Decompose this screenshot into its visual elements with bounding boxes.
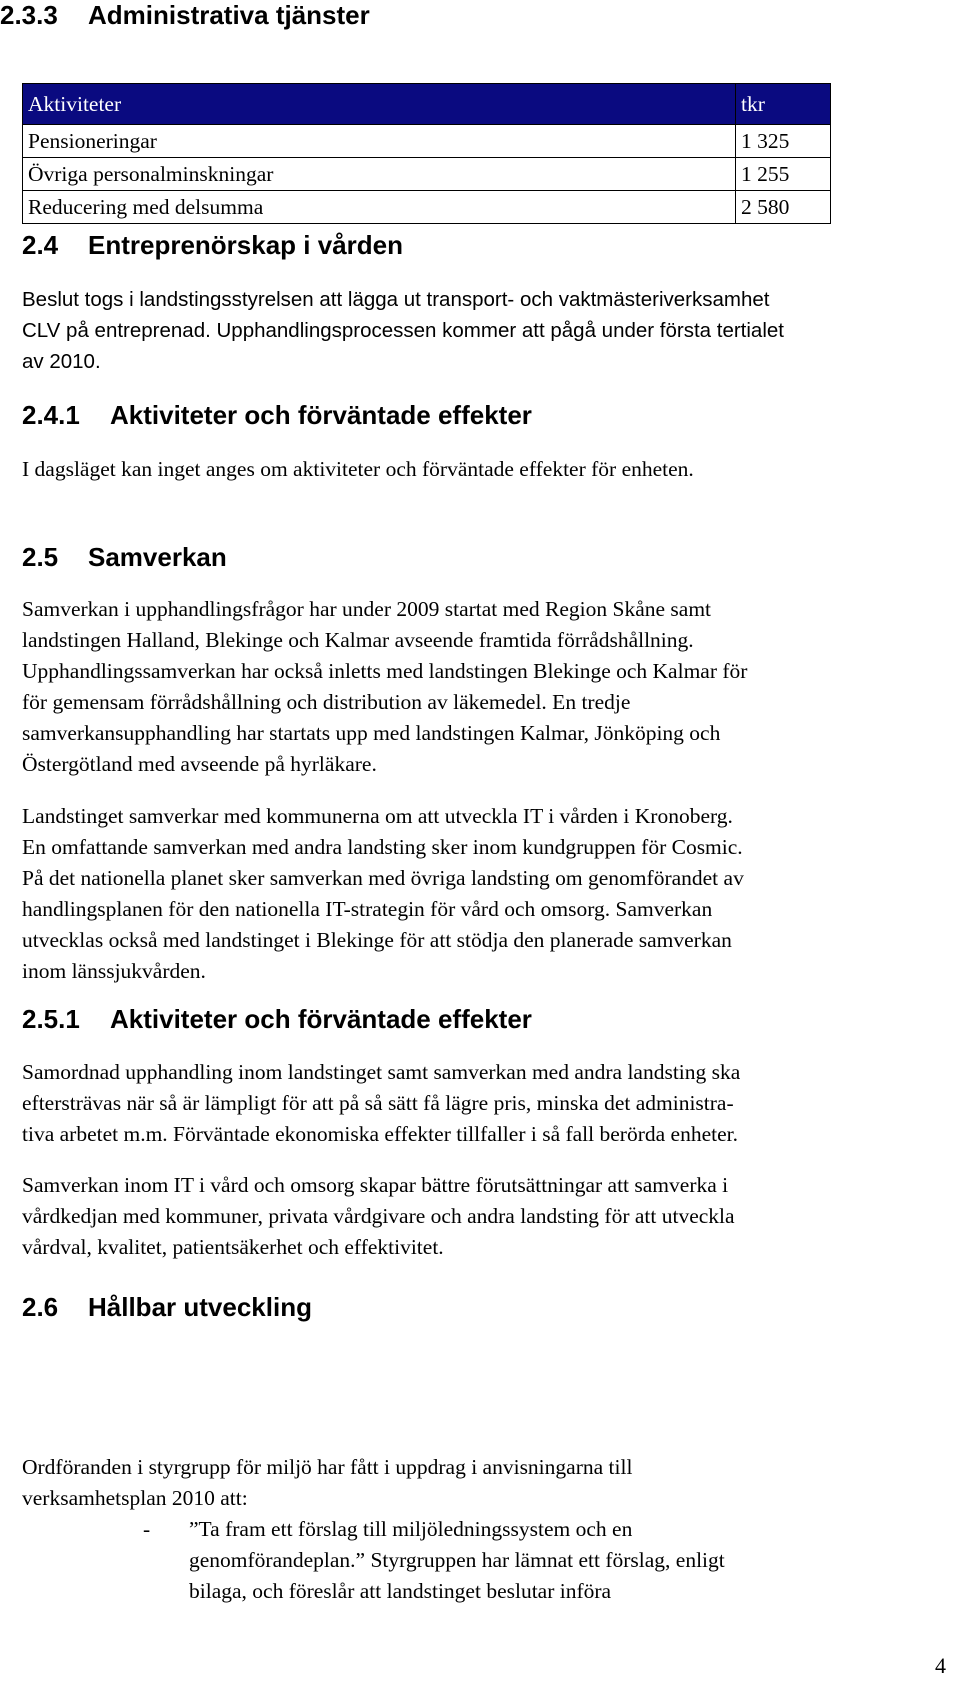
section-number: 2.4 (22, 230, 59, 260)
table-cell-value: 1 325 (736, 125, 831, 158)
paragraph-hallbar-intro (22, 1452, 952, 1514)
section-number: 2.4.1 (22, 400, 80, 430)
text-line: CLV på entreprenad. Upphandlingsprocessen kommer att pågå under första tertialet (22, 319, 784, 342)
heading-2-6 (22, 1292, 312, 1322)
table-cell-label: Pensioneringar (23, 125, 736, 158)
table-row (23, 158, 831, 191)
text-line: Samordnad upphandling inom landstinget samt samverkan med andra landsting ska (22, 1060, 741, 1084)
text-line: genomförandeplan.” Styrgruppen har lämnat ett förslag, enligt (189, 1548, 725, 1572)
text-line: Ordföranden i styrgrupp för miljö har fått i uppdrag i anvisningarna till (22, 1455, 633, 1479)
section-number: 2.3.3 (0, 0, 58, 30)
paragraph-entreprenorskap (22, 284, 952, 377)
section-title: Entreprenörskap i vården (88, 230, 403, 260)
section-number: 2.5.1 (22, 1004, 80, 1034)
table-header-unit: tkr (736, 84, 831, 125)
table-header-row (23, 84, 831, 125)
paragraph-aktiviteter-2-4-1: I dagsläget kan inget anges om aktiviteter och förväntade effekter för enheten. (22, 457, 694, 481)
table-cell-label: Reducering med delsumma (23, 191, 736, 224)
paragraph-samverkan-2 (22, 801, 952, 987)
section-title: Samverkan (88, 542, 227, 572)
section-title: Aktiviteter och förväntade effekter (110, 400, 532, 430)
list-marker: - (143, 1517, 151, 1541)
paragraph-samverkan-1 (22, 594, 952, 780)
text-line: eftersträvas när så är lämpligt för att på så sätt få lägre pris, minska det administra- (22, 1091, 734, 1115)
text-line: På det nationella planet sker samverkan med övriga landsting om genomförandet av (22, 866, 744, 890)
section-title: Aktiviteter och förväntade effekter (110, 1004, 532, 1034)
heading-2-5 (22, 542, 227, 572)
activities-table (22, 83, 831, 224)
section-number: 2.5 (22, 542, 59, 572)
table-cell-value: 2 580 (736, 191, 831, 224)
heading-2-4 (22, 230, 403, 260)
text-line: ”Ta fram ett förslag till miljöledningssystem och en (189, 1517, 633, 1541)
text-line: samverkansupphandling har startats upp med landstingen Kalmar, Jönköping och (22, 721, 721, 745)
section-number: 2.6 (22, 1292, 59, 1322)
text-line: Landstinget samverkar med kommunerna om att utveckla IT i vården i Kronoberg. (22, 804, 733, 828)
section-title: Hållbar utveckling (88, 1292, 312, 1322)
text-line: vårdval, kvalitet, patientsäkerhet och effektivitet. (22, 1235, 444, 1259)
text-line: av 2010. (22, 350, 101, 373)
table-row (23, 191, 831, 224)
paragraph-aktiviteter-2-5-1-a (22, 1057, 952, 1150)
text-line: inom länssjukvården. (22, 959, 206, 983)
table-row (23, 125, 831, 158)
table-header-label: Aktiviteter (23, 84, 736, 125)
heading-2-4-1 (22, 400, 532, 430)
heading-2-3-3 (0, 0, 370, 30)
text-line: En omfattande samverkan med andra landsting sker inom kundgruppen för Cosmic. (22, 835, 743, 859)
text-line: för gemensam förrådshållning och distribution av läkemedel. En tredje (22, 690, 631, 714)
section-title: Administrativa tjänster (88, 0, 370, 30)
text-line: Östergötland med avseende på hyrläkare. (22, 752, 377, 776)
list-item (189, 1514, 889, 1607)
text-line: utvecklas också med landstinget i Blekinge för att stödja den planerade samverkan (22, 928, 732, 952)
text-line: bilaga, och föreslår att landstinget beslutar införa (189, 1579, 612, 1603)
text-line: Beslut togs i landstingsstyrelsen att lägga ut transport- och vaktmästeriverksamhet (22, 288, 770, 311)
text-line: tiva arbetet m.m. Förväntade ekonomiska effekter tillfaller i så fall berörda enheter. (22, 1122, 738, 1146)
table-cell-label: Övriga personalminskningar (23, 158, 736, 191)
text-line: landstingen Halland, Blekinge och Kalmar avseende framtida förrådshållning. (22, 628, 694, 652)
paragraph-aktiviteter-2-5-1-b (22, 1170, 952, 1263)
page-number: 4 (935, 1653, 946, 1678)
text-line: Upphandlingssamverkan har också inletts med landstingen Blekinge och Kalmar för (22, 659, 748, 683)
text-line: vårdkedjan med kommuner, privata vårdgivare och andra landsting för att utveckla (22, 1204, 735, 1228)
text-line: verksamhetsplan 2010 att: (22, 1486, 248, 1510)
heading-2-5-1 (22, 1004, 532, 1034)
text-line: Samverkan inom IT i vård och omsorg skapar bättre förutsättningar att samverka i (22, 1173, 729, 1197)
text-line: handlingsplanen för den nationella IT-strategin för vård och omsorg. Samverkan (22, 897, 713, 921)
table-cell-value: 1 255 (736, 158, 831, 191)
text-line: Samverkan i upphandlingsfrågor har under 2009 startat med Region Skåne samt (22, 597, 712, 621)
